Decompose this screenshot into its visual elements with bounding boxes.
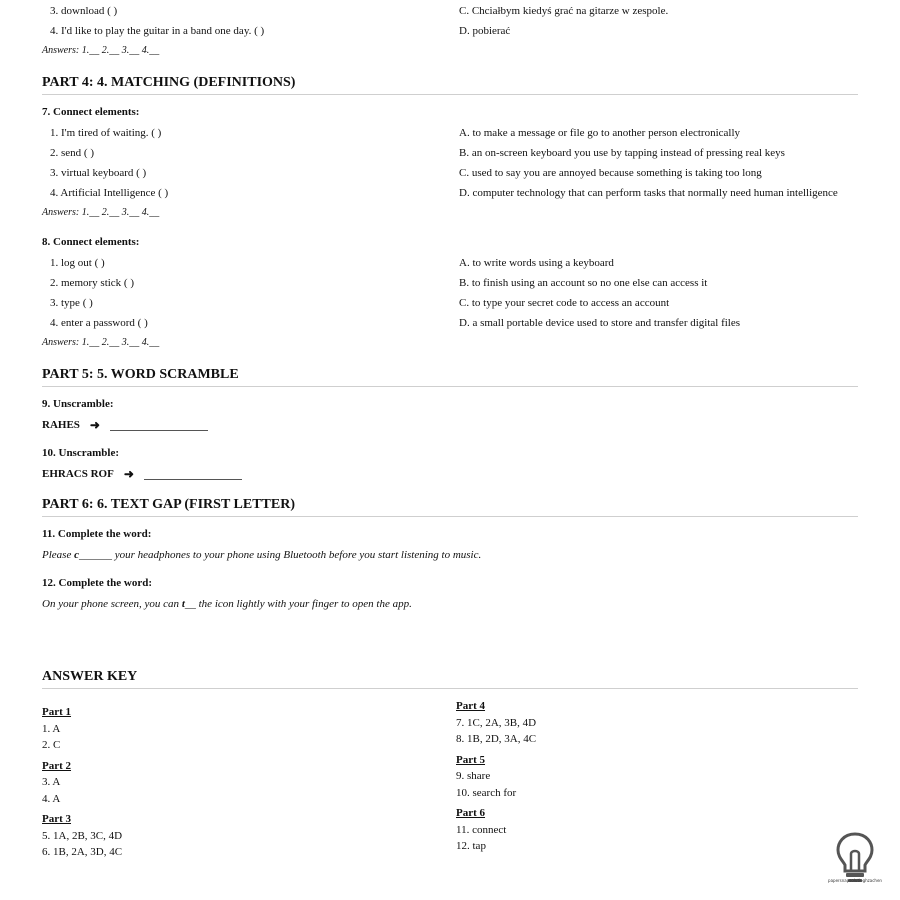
part3-tail bbox=[42, 5, 858, 57]
match-left: 3. download ( ) bbox=[50, 5, 118, 17]
scrambled-word: EHRACS ROF bbox=[42, 468, 114, 480]
part5-title: PART 5: 5. WORD SCRAMBLE bbox=[42, 366, 858, 387]
gap-sentence bbox=[42, 597, 412, 611]
logo-text: papersnapsolutioghzachen bbox=[828, 878, 882, 883]
answer-key-part-heading: Part 3 bbox=[42, 813, 72, 825]
answer-key-item: 12. tap bbox=[456, 840, 486, 852]
match-row bbox=[42, 127, 858, 147]
match-left: 2. memory stick ( ) bbox=[50, 277, 135, 289]
first-letter-hint: t bbox=[181, 598, 185, 610]
answer-key-item: 6. 1B, 2A, 3D, 4C bbox=[42, 846, 123, 858]
match-row bbox=[42, 317, 858, 337]
arrow-icon: ➜ bbox=[89, 418, 100, 432]
sentence-start: Please bbox=[42, 549, 75, 561]
question-12-title: 12. Complete the word: bbox=[42, 577, 152, 589]
answer-key-item: 1. A bbox=[42, 722, 61, 735]
match-right: D. pobierać bbox=[459, 25, 511, 37]
answers-line: Answers: 1.__ 2.__ 3.__ 4.__ bbox=[42, 337, 160, 348]
match-row bbox=[42, 257, 858, 277]
sentence-start: On your phone screen, you can bbox=[42, 598, 182, 610]
answer-key-item: 9. share bbox=[456, 770, 491, 782]
answer-key-item: 5. 1A, 2B, 3C, 4D bbox=[42, 829, 123, 842]
sentence-end: your headphones to your phone using Bluetooth before you start listening to music. bbox=[111, 549, 482, 561]
match-left: 1. I'm tired of waiting. ( ) bbox=[50, 127, 162, 139]
scramble-line bbox=[42, 467, 242, 481]
match-left: 4. enter a password ( ) bbox=[50, 317, 148, 329]
answer-key-item: 11. connect bbox=[456, 823, 507, 836]
answers-line: Answers: 1.__ 2.__ 3.__ 4.__ bbox=[42, 45, 160, 56]
match-left: 3. type ( ) bbox=[50, 297, 93, 309]
question-9-title: 9. Unscramble: bbox=[42, 398, 114, 410]
answer-key-part-heading: Part 6 bbox=[456, 807, 486, 819]
gap-blank[interactable]: ______ bbox=[78, 549, 112, 561]
question-11-title: 11. Complete the word: bbox=[42, 528, 152, 540]
answer-key-title: ANSWER KEY bbox=[42, 668, 858, 689]
sentence-end: the icon lightly with your finger to open the app. bbox=[195, 598, 412, 610]
match-left: 1. log out ( ) bbox=[50, 257, 105, 269]
match-row bbox=[42, 25, 858, 45]
gap-sentence bbox=[42, 548, 481, 562]
scrambled-word: RAHES bbox=[42, 419, 80, 431]
match-row bbox=[42, 147, 858, 167]
match-row bbox=[42, 167, 858, 187]
question-8-rows bbox=[42, 257, 858, 349]
match-right: A. to write words using a keyboard bbox=[459, 257, 614, 269]
question-7-rows bbox=[42, 127, 858, 219]
answer-key-item: 2. C bbox=[42, 739, 61, 751]
match-row bbox=[42, 297, 858, 317]
answer-key-item: 7. 1C, 2A, 3B, 4D bbox=[456, 716, 537, 729]
answer-key-part-heading: Part 2 bbox=[42, 759, 72, 772]
match-row bbox=[42, 187, 858, 207]
answer-key-item: 3. A bbox=[42, 776, 61, 788]
question-7-title: 7. Connect elements: bbox=[42, 106, 140, 118]
match-row bbox=[42, 5, 858, 25]
part4-title: PART 4: 4. MATCHING (DEFINITIONS) bbox=[42, 74, 858, 95]
gap-blank[interactable]: __ bbox=[184, 598, 196, 610]
match-left: 4. I'd like to play the guitar in a band one day. ( ) bbox=[50, 25, 265, 37]
part6-title: PART 6: 6. TEXT GAP (FIRST LETTER) bbox=[42, 496, 858, 517]
answer-key-part-heading: Part 1 bbox=[42, 706, 72, 718]
match-right: C. used to say you are annoyed because something is taking too long bbox=[459, 167, 762, 179]
match-right: D. computer technology that can perform tasks that normally need human intelligence bbox=[459, 187, 838, 199]
first-letter-hint: c bbox=[74, 549, 79, 561]
answer-key-part-heading: Part 4 bbox=[456, 700, 486, 712]
match-right: A. to make a message or file go to another person electronically bbox=[459, 127, 741, 139]
question-10-title: 10. Unscramble: bbox=[42, 447, 119, 459]
match-right: B. to finish using an account so no one else can access it bbox=[459, 277, 708, 289]
match-right: C. Chciałbym kiedyś grać na gitarze w zespole. bbox=[459, 5, 669, 17]
answer-key-left-column bbox=[42, 704, 122, 861]
match-right: B. an on-screen keyboard you use by tapping instead of pressing real keys bbox=[459, 147, 785, 159]
answer-blank[interactable] bbox=[144, 469, 242, 480]
question-8-title: 8. Connect elements: bbox=[42, 236, 140, 248]
match-left: 4. Artificial Intelligence ( ) bbox=[50, 187, 169, 199]
arrow-icon: ➜ bbox=[123, 467, 134, 481]
answer-key-item: 8. 1B, 2D, 3A, 4C bbox=[456, 733, 537, 745]
answer-key-right-column bbox=[456, 698, 536, 855]
answers-line: Answers: 1.__ 2.__ 3.__ 4.__ bbox=[42, 207, 160, 218]
answer-key-part-heading: Part 5 bbox=[456, 753, 486, 766]
match-left: 3. virtual keyboard ( ) bbox=[50, 167, 147, 179]
match-left: 2. send ( ) bbox=[50, 147, 94, 159]
answer-blank[interactable] bbox=[110, 420, 208, 431]
match-row bbox=[42, 277, 858, 297]
answer-key-item: 10. search for bbox=[456, 786, 517, 799]
match-right: C. to type your secret code to access an account bbox=[459, 297, 670, 309]
match-right: D. a small portable device used to store and transfer digital files bbox=[459, 317, 741, 329]
scramble-line bbox=[42, 418, 208, 432]
answer-key-item: 4. A bbox=[42, 792, 61, 805]
